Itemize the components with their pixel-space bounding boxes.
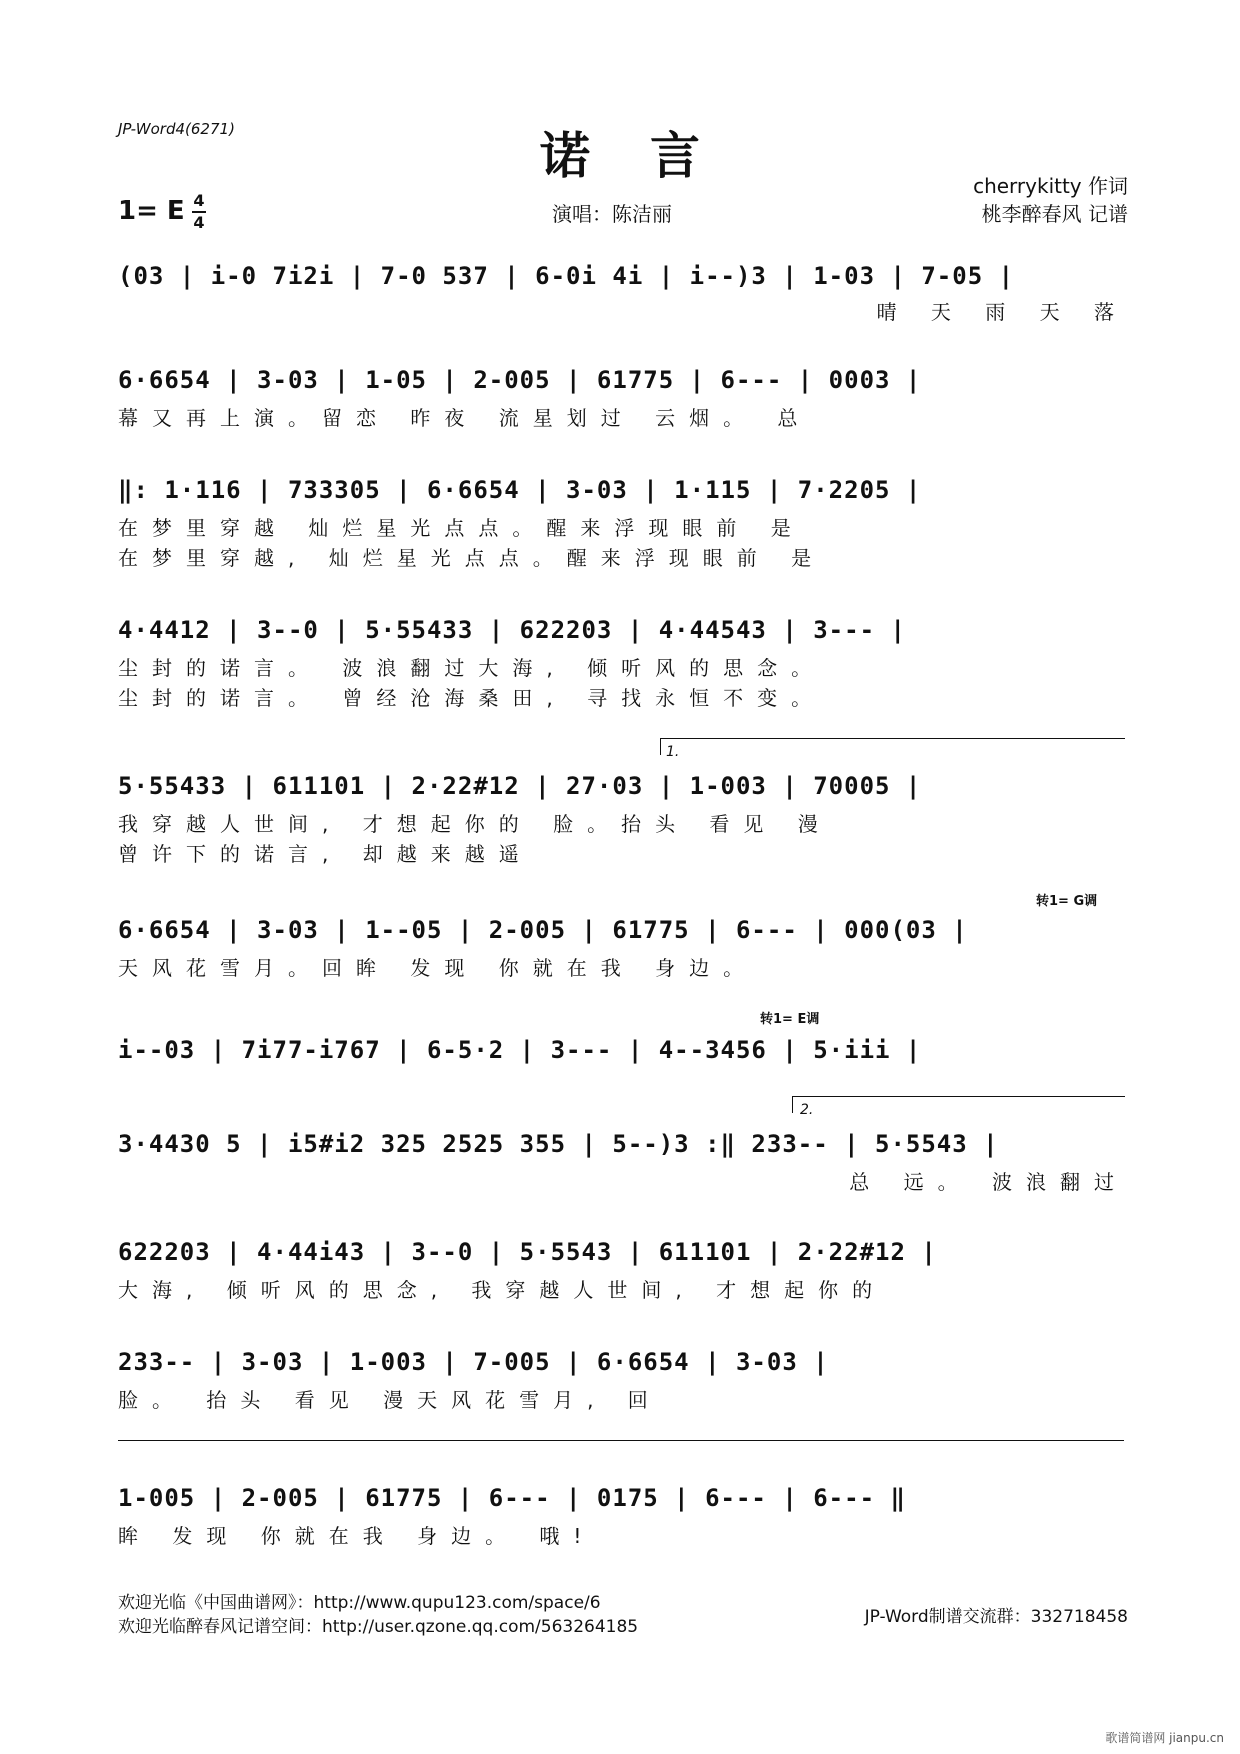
time-signature xyxy=(192,192,206,232)
volta-label-1: 1. xyxy=(666,744,680,760)
notation-row: 1-005 | 2-005 | 61775 | 6--- | 0175 | 6--- | 6--- ‖ xyxy=(118,1484,906,1512)
lyric-row-second-verse: 尘封的诺言。 曾经沧海桑田, 寻找永恒不变。 xyxy=(118,686,826,710)
lyric-row: 总 远。 波浪翻过 xyxy=(849,1170,1128,1194)
modulation-note-g: 转1= G调 xyxy=(1036,894,1098,909)
volta-bracket-2 xyxy=(792,1096,1125,1113)
notation-row: 3·4430 5 | i5#i2 325 2525 355 | 5--)3 :‖ 233-- | 5·5543 | xyxy=(118,1130,999,1158)
lyric-row: 幕又再上演。留恋 昨夜 流星划过 云烟。 总 xyxy=(118,406,812,430)
key-signature: 1= E xyxy=(118,196,185,226)
notation-row: 4·4412 | 3--0 | 5·55433 | 622203 | 4·44543 | 3--- | xyxy=(118,616,906,644)
lyricist-credit: cherrykitty 作词 xyxy=(973,174,1128,198)
singer-credit: 演唱：陈洁丽 xyxy=(552,202,672,226)
notation-row: 233-- | 3-03 | 1-003 | 7-005 | 6·6654 | 3-03 | xyxy=(118,1348,829,1376)
lyric-row: 脸。 抬头 看见 漫天风花雪月, 回 xyxy=(118,1388,662,1412)
volta-bracket-1 xyxy=(660,738,1125,755)
time-signature-bottom: 4 xyxy=(193,213,205,232)
lyric-row-second-verse: 在梦里穿越, 灿烂星光点点。醒来浮现眼前 是 xyxy=(118,546,826,570)
volta-label-2: 2. xyxy=(800,1102,814,1118)
notation-row: 6·6654 | 3-03 | 1-05 | 2-005 | 61775 | 6--- | 0003 | xyxy=(118,366,922,394)
lyric-row: 晴 天 雨 天 落 xyxy=(876,300,1128,324)
notation-row: 622203 | 4·44i43 | 3--0 | 5·5543 | 611101 | 2·22#12 | xyxy=(118,1238,937,1266)
notation-row: 5·55433 | 611101 | 2·22#12 | 27·03 | 1-003 | 70005 | xyxy=(118,772,922,800)
lyric-row-second-verse: 曾许下的诺言, 却越来越遥 xyxy=(118,842,533,866)
lyric-row: 眸 发现 你就在我 身边。 哦! xyxy=(118,1524,596,1548)
modulation-note-e: 转1= E调 xyxy=(760,1012,820,1027)
footer-group-number: JP-Word制谱交流群：332718458 xyxy=(864,1607,1128,1627)
section-bracket xyxy=(118,1440,1124,1457)
notation-row: 6·6654 | 3-03 | 1--05 | 2-005 | 61775 | 6--- | 000(03 | xyxy=(118,916,968,944)
lyric-row: 天风花雪月。回眸 发现 你就在我 身边。 xyxy=(118,956,758,980)
notation-row: ‖: 1·116 | 733305 | 6·6654 | 3-03 | 1·115 | 7·2205 | xyxy=(118,476,922,504)
song-title: 诺言 xyxy=(540,126,760,185)
lyric-row: 尘封的诺言。 波浪翻过大海, 倾听风的思念。 xyxy=(118,656,826,680)
transcriber-credit: 桃李醉春风 记谱 xyxy=(981,202,1128,226)
footer-link-qzone[interactable]: 欢迎光临醉春风记谱空间：http://user.qzone.qq.com/563264185 xyxy=(118,1617,639,1637)
lyric-row: 我穿越人世间, 才想起你的 脸。抬头 看见 漫 xyxy=(118,812,832,836)
notation-row: i--03 | 7i77-i767 | 6-5·2 | 3--- | 4--3456 | 5·iii | xyxy=(118,1036,922,1064)
generator-label: JP-Word4(6271) xyxy=(118,120,235,138)
site-watermark: 歌谱简谱网 jianpu.cn xyxy=(1105,1731,1224,1745)
footer-link-qupu[interactable]: 欢迎光临《中国曲谱网》：http://www.qupu123.com/space/6 xyxy=(118,1593,601,1613)
notation-row: (03 | i-0 7i2i | 7-0 537 | 6-0i 4i | i--)3 | 1-03 | 7-05 | xyxy=(118,262,1015,290)
lyric-row: 在梦里穿越 灿烂星光点点。醒来浮现眼前 是 xyxy=(118,516,805,540)
lyric-row: 大海, 倾听风的思念, 我穿越人世间, 才想起你的 xyxy=(118,1278,887,1302)
time-signature-top: 4 xyxy=(193,191,205,210)
